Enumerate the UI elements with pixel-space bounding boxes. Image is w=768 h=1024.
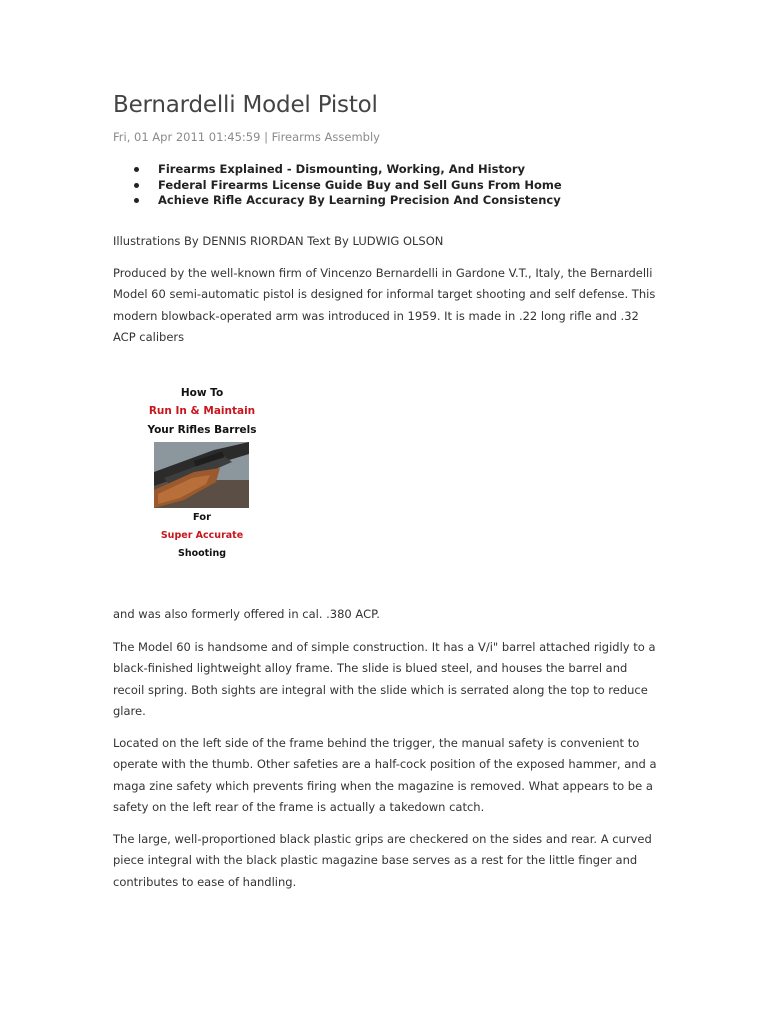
ad-line-barrels: Your Rifles Barrels bbox=[147, 424, 257, 436]
paragraph-continuation: and was also formerly offered in cal. .380 ACP. bbox=[113, 607, 380, 621]
rifle-illustration bbox=[154, 442, 249, 508]
ad-line-how-to: How To bbox=[180, 387, 224, 399]
paragraph-safety: Located on the left side of the frame behind the trigger, the manual safety is convenient to operate with the thumb. Other safeties are a half-cock position of the exposed hammer, and a maga zine safety which prevents firing when the magazine is removed. What appears to be a safety on the left rear of the frame is actually a takedown catch. bbox=[113, 736, 657, 814]
related-link[interactable] bbox=[113, 162, 562, 178]
ad-line-shooting: Shooting bbox=[177, 548, 227, 559]
ad-line-run-in: Run In & Maintain bbox=[148, 405, 256, 417]
ad-line-super-accurate: Super Accurate bbox=[160, 530, 244, 541]
page-title: Bernardelli Model Pistol bbox=[113, 92, 378, 118]
ad-banner[interactable] bbox=[137, 380, 287, 580]
paragraph-grips: The large, well-proportioned black plastic grips are checkered on the sides and rear. A curved piece integral with the black plastic magazine base serves as a rest for the little finger and contributes to ease of handling. bbox=[113, 832, 652, 889]
credit-line: Illustrations By DENNIS RIORDAN Text By LUDWIG OLSON bbox=[113, 234, 444, 248]
ad-line-for: For bbox=[192, 512, 212, 523]
related-link-label: Achieve Rifle Accuracy By Learning Precision And Consistency bbox=[158, 193, 561, 207]
bullet-icon bbox=[134, 198, 139, 203]
paragraph-model: The Model 60 is handsome and of simple construction. It has a V/i" barrel attached rigidly to a black-finished lightweight alloy frame. The slide is blued steel, and houses the barrel and recoil spring. Both sights are integral with the slide which is serrated along the top to reduce glare. bbox=[113, 640, 656, 718]
paragraph-intro: Produced by the well-known firm of Vincenzo Bernardelli in Gardone V.T., Italy, the Bernardelli Model 60 semi-automatic pistol is designed for informal target shooting and self defense. This modern blowback-operated arm was introduced in 1959. It is made in .22 long rifle and .32 ACP calibers bbox=[113, 266, 656, 344]
related-link-label: Federal Firearms License Guide Buy and Sell Guns From Home bbox=[158, 177, 562, 192]
bullet-icon bbox=[134, 183, 139, 188]
related-link[interactable] bbox=[113, 193, 562, 209]
related-links bbox=[113, 162, 562, 209]
bullet-icon bbox=[134, 167, 139, 172]
rifle-photo-icon bbox=[154, 442, 249, 508]
related-link[interactable] bbox=[113, 178, 562, 194]
related-link-label: Firearms Explained - Dismounting, Working, And History bbox=[158, 162, 526, 176]
article-meta: Fri, 01 Apr 2011 01:45:59 | Firearms Assembly bbox=[113, 130, 380, 144]
